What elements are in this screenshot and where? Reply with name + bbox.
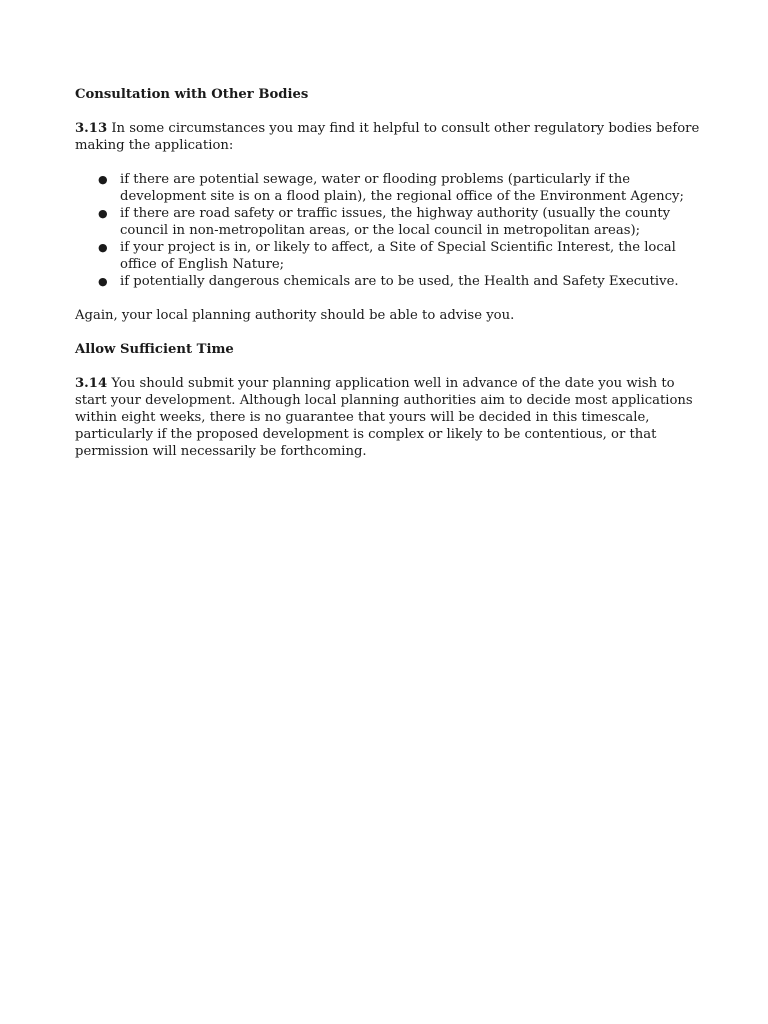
consultation-bullet-list <box>75 171 705 290</box>
bullet-icon: ● <box>98 173 108 186</box>
document-page <box>75 86 705 477</box>
section-heading-allow-time: Allow Sufficient Time <box>75 342 234 357</box>
bullet-icon: ● <box>98 275 108 288</box>
paragraph-number: 3.13 <box>75 121 108 136</box>
list-item <box>75 171 705 205</box>
paragraph-3-13 <box>75 120 705 154</box>
paragraph-text: You should submit your planning application well in advance of the date you wish to start your development. Although local planning authorities aim to decide most applications within eight weeks, there is no guarantee that yours will be decided in this timescale, particularly if the proposed development is complex or likely to be contentious, or that permission will necessarily be forthcoming. <box>75 376 693 459</box>
paragraph-text: In some circumstances you may find it helpful to consult other regulatory bodies before making the application: <box>75 121 700 153</box>
list-item-text: if your project is in, or likely to affect, a Site of Special Scientific Interest, the local office of English Nature; <box>120 240 676 272</box>
section-heading-consultation: Consultation with Other Bodies <box>75 87 309 102</box>
list-item-text: if there are potential sewage, water or flooding problems (particularly if the development site is on a flood plain), the regional office of the Environment Agency; <box>120 172 684 204</box>
list-item-text: if there are road safety or traffic issues, the highway authority (usually the county council in non-metropolitan areas, or the local council in metropolitan areas); <box>120 206 671 238</box>
list-item <box>75 273 705 290</box>
bullet-icon: ● <box>98 207 108 220</box>
list-item <box>75 239 705 273</box>
list-item-text: if potentially dangerous chemicals are to be used, the Health and Safety Executive. <box>120 274 679 289</box>
paragraph-3-14 <box>75 375 705 460</box>
list-item <box>75 205 705 239</box>
closing-paragraph: Again, your local planning authority should be able to advise you. <box>75 308 515 323</box>
paragraph-number: 3.14 <box>75 376 108 391</box>
bullet-icon: ● <box>98 241 108 254</box>
